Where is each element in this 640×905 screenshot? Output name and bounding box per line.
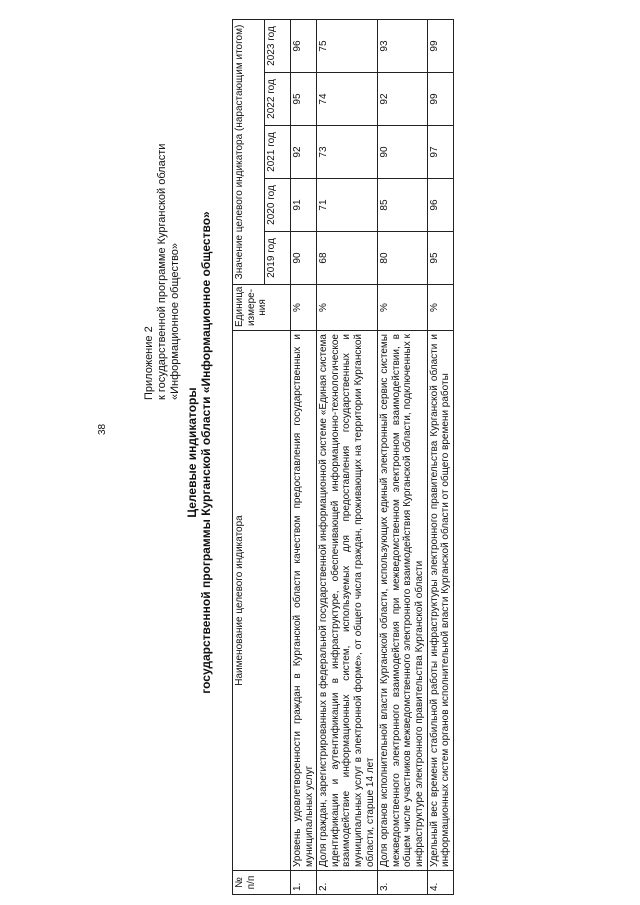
header-unit: Единица измере-ния <box>233 285 291 331</box>
indicator-name: Уровень удовлетворенности граждан в Курганской области качеством предоставления государственных и муниципальных услуг <box>291 331 317 871</box>
table-row <box>291 20 317 895</box>
value-cell: 95 <box>427 232 453 285</box>
value-cell: 97 <box>427 126 453 179</box>
value-cell: 90 <box>291 232 317 285</box>
indicator-unit: % <box>378 285 427 331</box>
value-cell: 92 <box>378 73 427 126</box>
value-cell: 71 <box>317 179 378 232</box>
header-name: Наименование целевого индикатора <box>233 331 291 871</box>
value-cell: 93 <box>378 20 427 73</box>
table-row <box>378 20 427 895</box>
value-cell: 92 <box>291 126 317 179</box>
header-year: 2020 год <box>265 179 291 232</box>
document-title: Целевые индикаторы <box>185 387 199 518</box>
value-cell: 74 <box>317 73 378 126</box>
indicator-name: Доля органов исполнительной власти Курганской области, использующих единый электронный сервис системы межведомственного электронного взаимодействия при межведомственном электронном взаимодействии, в общем числе участников межведомственного электронного взаимодействия Курганской области, подключенных к инфраструктуре электронного правительства Курганской области <box>378 331 427 871</box>
row-number: 1. <box>291 871 317 895</box>
value-cell: 80 <box>378 232 427 285</box>
value-cell: 96 <box>427 179 453 232</box>
row-number: 4. <box>427 871 453 895</box>
indicator-name: Доля граждан, зарегистрированных в федеральной государственной информационной системе «Единая система идентификации и аутентификации в инфраструктуре, обеспечивающей информационно-технологическое взаимодействие информационных систем, используемых для предоставления государственных и муниципальных услуг в электронной форме», от общего числа граждан, проживающих на территории Курганской области, старше 14 лет <box>317 331 378 871</box>
table-row <box>427 20 453 895</box>
header-year: 2021 год <box>265 126 291 179</box>
value-cell: 99 <box>427 20 453 73</box>
value-cell: 68 <box>317 232 378 285</box>
indicator-unit: % <box>427 285 453 331</box>
value-cell: 99 <box>427 73 453 126</box>
value-cell: 85 <box>378 179 427 232</box>
value-cell: 96 <box>291 20 317 73</box>
document-subtitle: государственной программы Курганской области «Информационное общество» <box>199 211 213 694</box>
appendix-line-2: к государственной программе Курганской области <box>156 143 168 400</box>
table-row <box>317 20 378 895</box>
header-num: № п/п <box>233 871 291 895</box>
value-cell: 91 <box>291 179 317 232</box>
table-header-row <box>233 20 265 895</box>
header-year: 2019 год <box>265 232 291 285</box>
appendix-line-3: «Информационное общество» <box>169 242 181 400</box>
indicators-table <box>232 19 454 895</box>
row-number: 3. <box>378 871 427 895</box>
value-cell: 73 <box>317 126 378 179</box>
page-number: 38 <box>97 423 108 435</box>
row-number: 2. <box>317 871 378 895</box>
appendix-header <box>143 0 182 400</box>
value-cell: 95 <box>291 73 317 126</box>
indicator-name: Удельный вес времени стабильной работы инфраструктуры электронного правительства Курганской области и информационных систем органов исполнительной власти Курганской области от общего времени работы <box>427 331 453 871</box>
header-value-group: Значение целевого индикатора (нарастающим итогом) <box>233 20 265 285</box>
value-cell: 90 <box>378 126 427 179</box>
value-cell: 75 <box>317 20 378 73</box>
header-year: 2022 год <box>265 73 291 126</box>
indicator-unit: % <box>291 285 317 331</box>
appendix-line-1: Приложение 2 <box>143 326 155 400</box>
indicator-unit: % <box>317 285 378 331</box>
header-year: 2023 год <box>265 20 291 73</box>
